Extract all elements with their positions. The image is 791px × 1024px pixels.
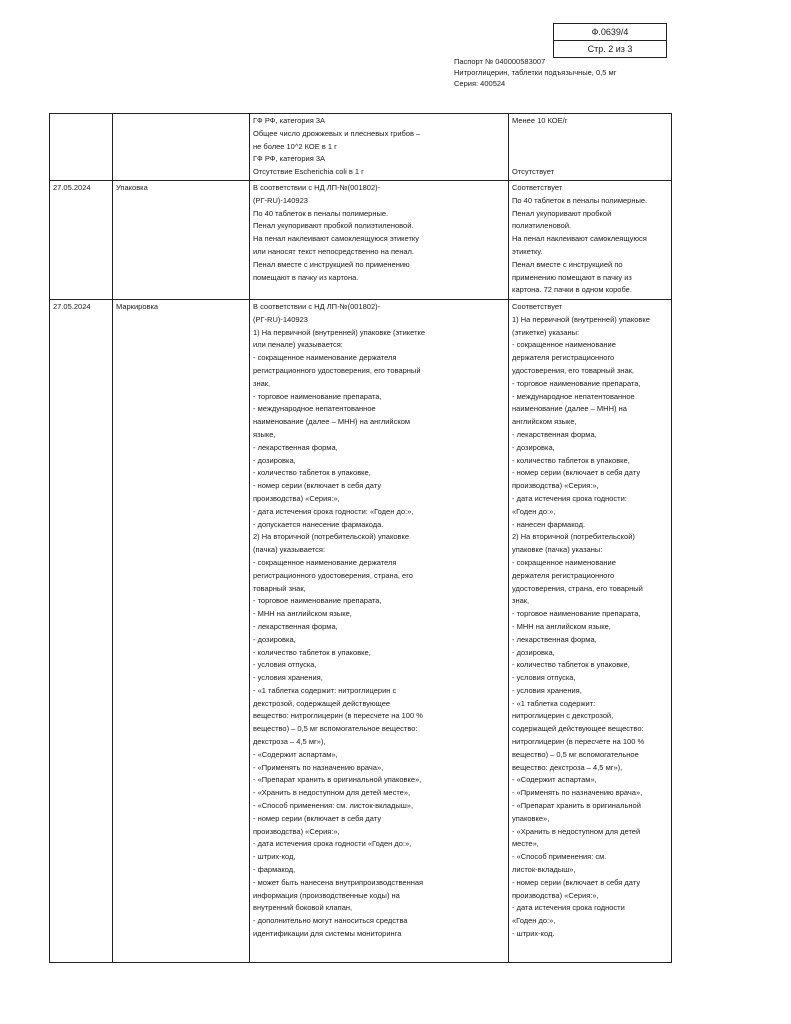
text-line: вещество: нитроглицерин (в пересчете на 100 % [253, 711, 423, 721]
text-line: информация (производственные коды) на [253, 890, 400, 900]
text-line: или пенале) указывается: [253, 340, 343, 350]
text-line: языке, [253, 429, 276, 439]
text-line: - дозировка, [512, 442, 555, 452]
text-line: ГФ РФ, категория 3А [253, 154, 326, 164]
text-line: - условия отпуска, [512, 673, 576, 683]
text-line: - количество таблеток в упаковке, [512, 660, 630, 670]
text-line: По 40 таблеток в пеналы полимерные. [512, 195, 648, 205]
text-line: - нанесен фармакод. [512, 519, 586, 529]
blank-line [512, 128, 668, 141]
text-line: производства) «Серия:», [253, 826, 340, 836]
text-line: регистрационного удостоверения, страна, его [253, 570, 413, 580]
text-line: держателя регистрационного [512, 353, 615, 363]
text-line: помещают в пачку из картона. [253, 272, 359, 282]
text-line: - дозировка, [253, 634, 296, 644]
text-line: - допускается нанесение фармакода. [253, 519, 384, 529]
text-line: наименование (далее – МНН) на [512, 404, 627, 414]
text-line: - «Применять по назначению врача», [512, 788, 643, 798]
text-line: - дата истечения срока годности: «Годен до:», [253, 506, 414, 516]
text-line: - номер серии (включает в себя дату [253, 813, 382, 823]
text-line: - условия отпуска, [253, 660, 317, 670]
text-line: - дата истечения срока годности: [512, 493, 627, 503]
text-line: Пенал укупоривают пробкой полиэтиленовой. [253, 221, 414, 231]
text-line: (РГ-RU)-140923 [253, 195, 308, 205]
text-line: этикетку. [512, 246, 543, 256]
text-line: - торговое наименование препарата, [512, 609, 641, 619]
text-line: - «1 таблетка содержит: [512, 698, 596, 708]
text-line: не более 10^2 КОЕ в 1 г [253, 141, 337, 151]
text-line: наименование (далее – МНН) на английском [253, 417, 411, 427]
text-line: картона. 72 пачки в одном коробе. [512, 285, 632, 295]
table-row [50, 299, 672, 962]
text-line: удостоверения, его товарный знак, [512, 365, 634, 375]
text-line: В соответствии с НД ЛП-№(001802)- [253, 301, 381, 311]
table-row [50, 180, 672, 299]
requirement-cell [250, 180, 509, 299]
text-line: - дозировка, [512, 647, 555, 657]
text-line: идентификации для системы мониторинга [253, 929, 402, 939]
indicator-cell [113, 114, 250, 181]
indicator-cell: Маркировка [113, 299, 250, 962]
text-line: - номер серии (включает в себя дату [512, 468, 641, 478]
text-line: Пенал укупоривают пробкой [512, 208, 612, 218]
text-line: внутренний боковой клапан, [253, 903, 353, 913]
text-line: декстроза – 4,5 мг»), [253, 737, 326, 747]
text-line: - штрих-код. [512, 929, 555, 939]
text-line: регистрационного удостоверения, его товарный [253, 365, 421, 375]
text-line: - номер серии (включает в себя дату [253, 481, 382, 491]
text-line: (пачка) указывается: [253, 545, 326, 555]
text-line: упаковке (пачка) указаны: [512, 545, 603, 555]
text-line: 2) На вторичной (потребительской) упаковке [253, 532, 410, 542]
text-line: нитроглицерин (в пересчете на 100 % [512, 737, 645, 747]
text-line: - торговое наименование препарата, [512, 378, 641, 388]
text-line: держателя регистрационного [512, 570, 615, 580]
page-number: Стр. 2 из 3 [554, 40, 666, 57]
text-line: - «1 таблетка содержит: нитроглицерин с [253, 685, 397, 695]
text-line: Пенал вместе с инструкцией по [512, 259, 623, 269]
text-line: декстрозой, содержащей действующее [253, 698, 391, 708]
text-line: - сокращенное наименование держателя [253, 353, 397, 363]
passport-number: Паспорт № 040000583007 [454, 57, 546, 66]
text-line: - «Содержит аспартам», [512, 775, 597, 785]
text-line: Менее 10 КОЕ/г [512, 116, 568, 125]
passport-header [454, 56, 616, 89]
text-line: знак, [253, 378, 271, 388]
text-line: - количество таблеток в упаковке, [253, 647, 371, 657]
blank-line [512, 141, 668, 154]
text-line: «Годен до:», [512, 916, 556, 926]
text-line: Общее число дрожжевых и плесневых грибов – [253, 128, 421, 138]
text-line: вещество) – 0,5 мг вспомогательное [512, 749, 639, 759]
table-row [50, 114, 672, 181]
text-line: листок-вкладыш», [512, 865, 576, 875]
date-cell [50, 114, 113, 181]
text-line: - фармакод, [253, 865, 296, 875]
text-line: 2) На вторичной (потребительской) [512, 532, 635, 542]
text-line: месте», [512, 839, 539, 849]
text-line: английском языке, [512, 417, 577, 427]
text-line: «Годен до:», [512, 506, 556, 516]
text-line: или наносят текст непосредственно на пенал. [253, 246, 414, 256]
date-cell: 27.05.2024 [50, 180, 113, 299]
text-line: В соответствии с НД ЛП-№(001802)- [253, 182, 381, 192]
text-line: вещество: декстроза – 4,5 мг»), [512, 762, 623, 772]
quality-table [49, 113, 672, 963]
requirement-cell [250, 299, 509, 962]
text-line: По 40 таблеток в пеналы полимерные. [253, 208, 389, 218]
text-line: нитроглицерин с декстрозой, [512, 711, 614, 721]
date-cell: 27.05.2024 [50, 299, 113, 962]
text-line: - международное непатентованное [253, 404, 376, 414]
text-line: Соответствует [512, 182, 563, 192]
result-cell [509, 114, 672, 181]
text-line: производства) «Серия:», [512, 481, 599, 491]
text-line: упаковке», [512, 813, 550, 823]
text-line: вещество) – 0,5 мг вспомогательное вещество: [253, 724, 418, 734]
text-line: - торговое наименование препарата, [253, 596, 382, 606]
text-line: товарный знак, [253, 583, 306, 593]
text-line: - «Способ применения: см. [512, 852, 607, 862]
text-line: - может быть нанесена внутрипроизводственная [253, 877, 424, 887]
text-line: знак, [512, 596, 530, 606]
text-line: - лекарственная форма, [253, 621, 338, 631]
text-line: - лекарственная форма, [253, 442, 338, 452]
text-line: - «Способ применения: см. листок-вкладыш», [253, 801, 414, 811]
text-line: - «Применять по назначению врача», [253, 762, 384, 772]
blank-line [512, 153, 668, 166]
text-line: Пенал вместе с инструкцией по применению [253, 259, 410, 269]
text-line: - МНН на английском языке, [512, 621, 611, 631]
text-line: Отсутствие Escherichia coli в 1 г [253, 167, 364, 177]
text-line: - МНН на английском языке, [253, 609, 352, 619]
text-line: производства) «Серия:», [253, 493, 340, 503]
text-line: - торговое наименование препарата, [253, 391, 382, 401]
text-line: - международное непатентованное [512, 391, 635, 401]
text-line: - сокращенное наименование держателя [253, 557, 397, 567]
text-line: - «Препарат хранить в оригинальной упаковке», [253, 775, 422, 785]
series-number: Серия: 400524 [454, 79, 506, 88]
text-line: полиэтиленовой. [512, 221, 572, 231]
text-line: (этикетке) указаны: [512, 327, 580, 337]
text-line: - сокращенное наименование [512, 557, 616, 567]
text-line: - лекарственная форма, [512, 429, 597, 439]
text-line: - «Хранить в недоступном для детей месте», [253, 788, 411, 798]
text-line: - лекарственная форма, [512, 634, 597, 644]
text-line: На пенал наклеивают самоклеящуюся [512, 234, 647, 244]
text-line: 1) На первичной (внутренней) упаковке [512, 314, 650, 324]
text-line: содержащей действующее вещество: [512, 724, 644, 734]
text-line: - дата истечения срока годности «Годен до:», [253, 839, 412, 849]
text-line: - номер серии (включает в себя дату [512, 877, 641, 887]
text-line: удостоверения, страна, его товарный [512, 583, 643, 593]
result-cell [509, 180, 672, 299]
text-line: производства) «Серия:», [512, 890, 599, 900]
requirement-cell [250, 114, 509, 181]
text-line: - дополнительно могут наноситься средства [253, 916, 408, 926]
indicator-cell: Упаковка [113, 180, 250, 299]
result-cell [509, 299, 672, 962]
text-line: На пенал наклеивают самоклеящуюся этикетку [253, 234, 420, 244]
text-line: - количество таблеток в упаковке, [512, 455, 630, 465]
product-name: Нитроглицерин, таблетки подъязычные, 0,5 мг [454, 68, 617, 77]
form-code-box [553, 23, 667, 58]
text-line: - условия хранения, [512, 685, 582, 695]
text-line: - сокращенное наименование [512, 340, 616, 350]
text-line: - количество таблеток в упаковке, [253, 468, 371, 478]
text-line: - «Препарат хранить в оригинальной [512, 801, 641, 811]
text-line: - «Содержит аспартам», [253, 749, 338, 759]
text-line: применению помещают в пачку из [512, 272, 632, 282]
text-line: ГФ РФ, категория 3А [253, 116, 326, 125]
text-line: 1) На первичной (внутренней) упаковке (этикетке [253, 327, 426, 337]
text-line: - дозировка, [253, 455, 296, 465]
text-line: Соответствует [512, 301, 563, 311]
text-line: - штрих-код, [253, 852, 296, 862]
form-code: Ф.0639/4 [591, 27, 629, 37]
text-line: - условия хранения, [253, 673, 323, 683]
text-line: Отсутствует [512, 167, 555, 177]
text-line: - дата истечения срока годности [512, 903, 625, 913]
text-line: - «Хранить в недоступном для детей [512, 826, 641, 836]
text-line: (РГ-RU)-140923 [253, 314, 308, 324]
